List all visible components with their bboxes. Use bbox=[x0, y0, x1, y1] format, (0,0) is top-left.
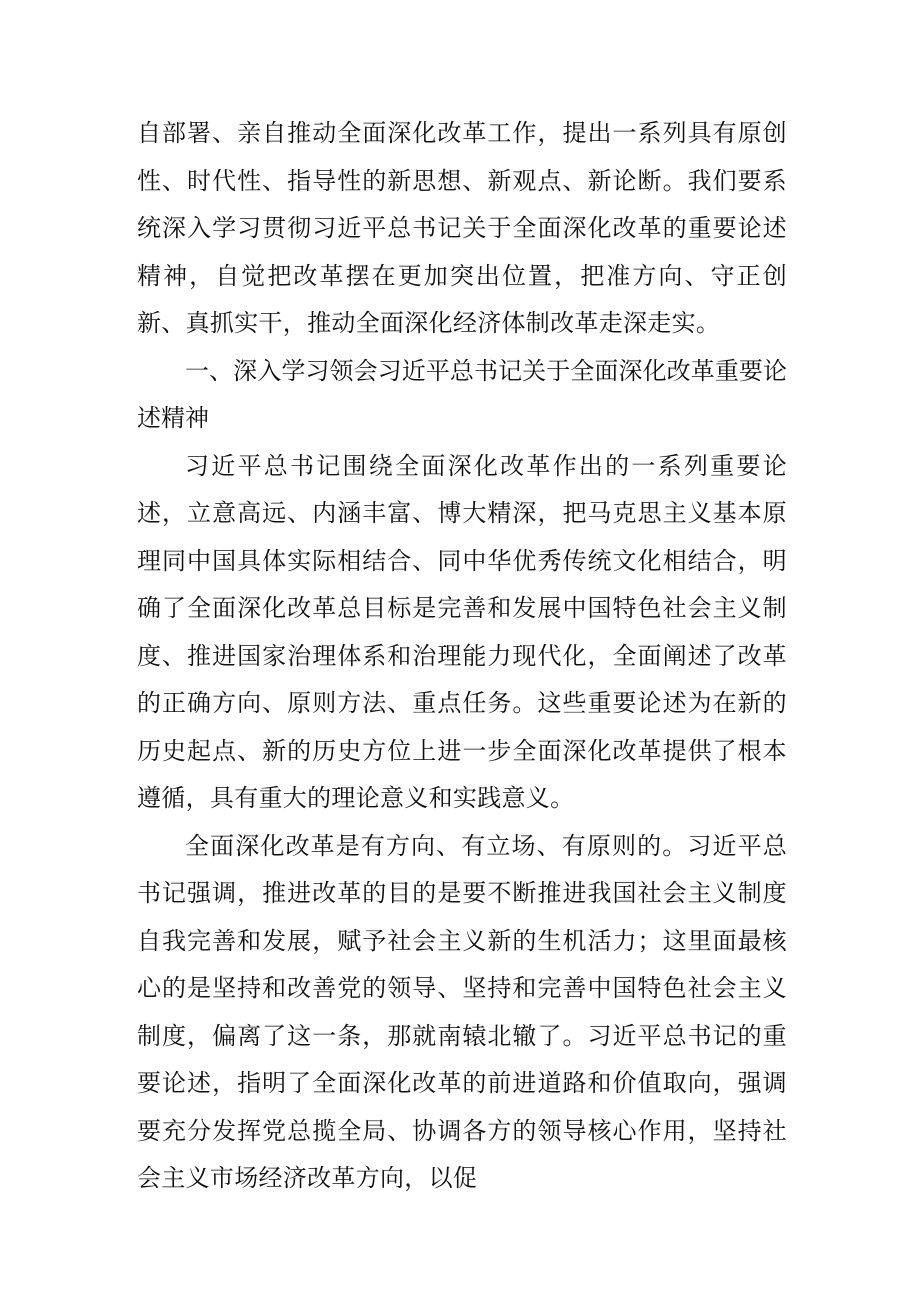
section-heading: 一、深入学习领会习近平总书记关于全面深化改革重要论述精神 bbox=[137, 356, 787, 432]
paragraph: 全面深化改革是有方向、有立场、有原则的。习近平总书记强调，推进改革的目的是要不断推进我国社会主义制度自我完善和发展，赋予社会主义新的生机活力；这里面最核心的是坚持和改善党的领导、坚持和完善中国特色社会主义制度，偏离了这一条，那就南辕北辙了。习近平总书记的重要论述，指明了全面深化改革的前进道路和价值取向，强调要充分发挥党总揽全局、协调各方的领导核心作用，坚持社会主义市场经济改革方向，以促 bbox=[137, 831, 787, 1192]
paragraph-continued: 自部署、亲自推动全面深化改革工作，提出一系列具有原创性、时代性、指导性的新思想、新观点、新论断。我们要系统深入学习贯彻习近平总书记关于全面深化改革的重要论述精神，自觉把改革摆在更加突出位置，把准方向、守正创新、真抓实干，推动全面深化经济体制改革走深走实。 bbox=[137, 119, 787, 337]
document-body bbox=[137, 110, 787, 1203]
paragraph: 习近平总书记围绕全面深化改革作出的一系列重要论述，立意高远、内涵丰富、博大精深，把马克思主义基本原理同中国具体实际相结合、同中华优秀传统文化相结合，明确了全面深化改革总目标是完善和发展中国特色社会主义制度、推进国家治理体系和治理能力现代化，全面阐述了改革的正确方向、原则方法、重点任务。这些重要论述为在新的历史起点、新的历史方位上进一步全面深化改革提供了根本遵循，具有重大的理论意义和实践意义。 bbox=[137, 451, 787, 812]
